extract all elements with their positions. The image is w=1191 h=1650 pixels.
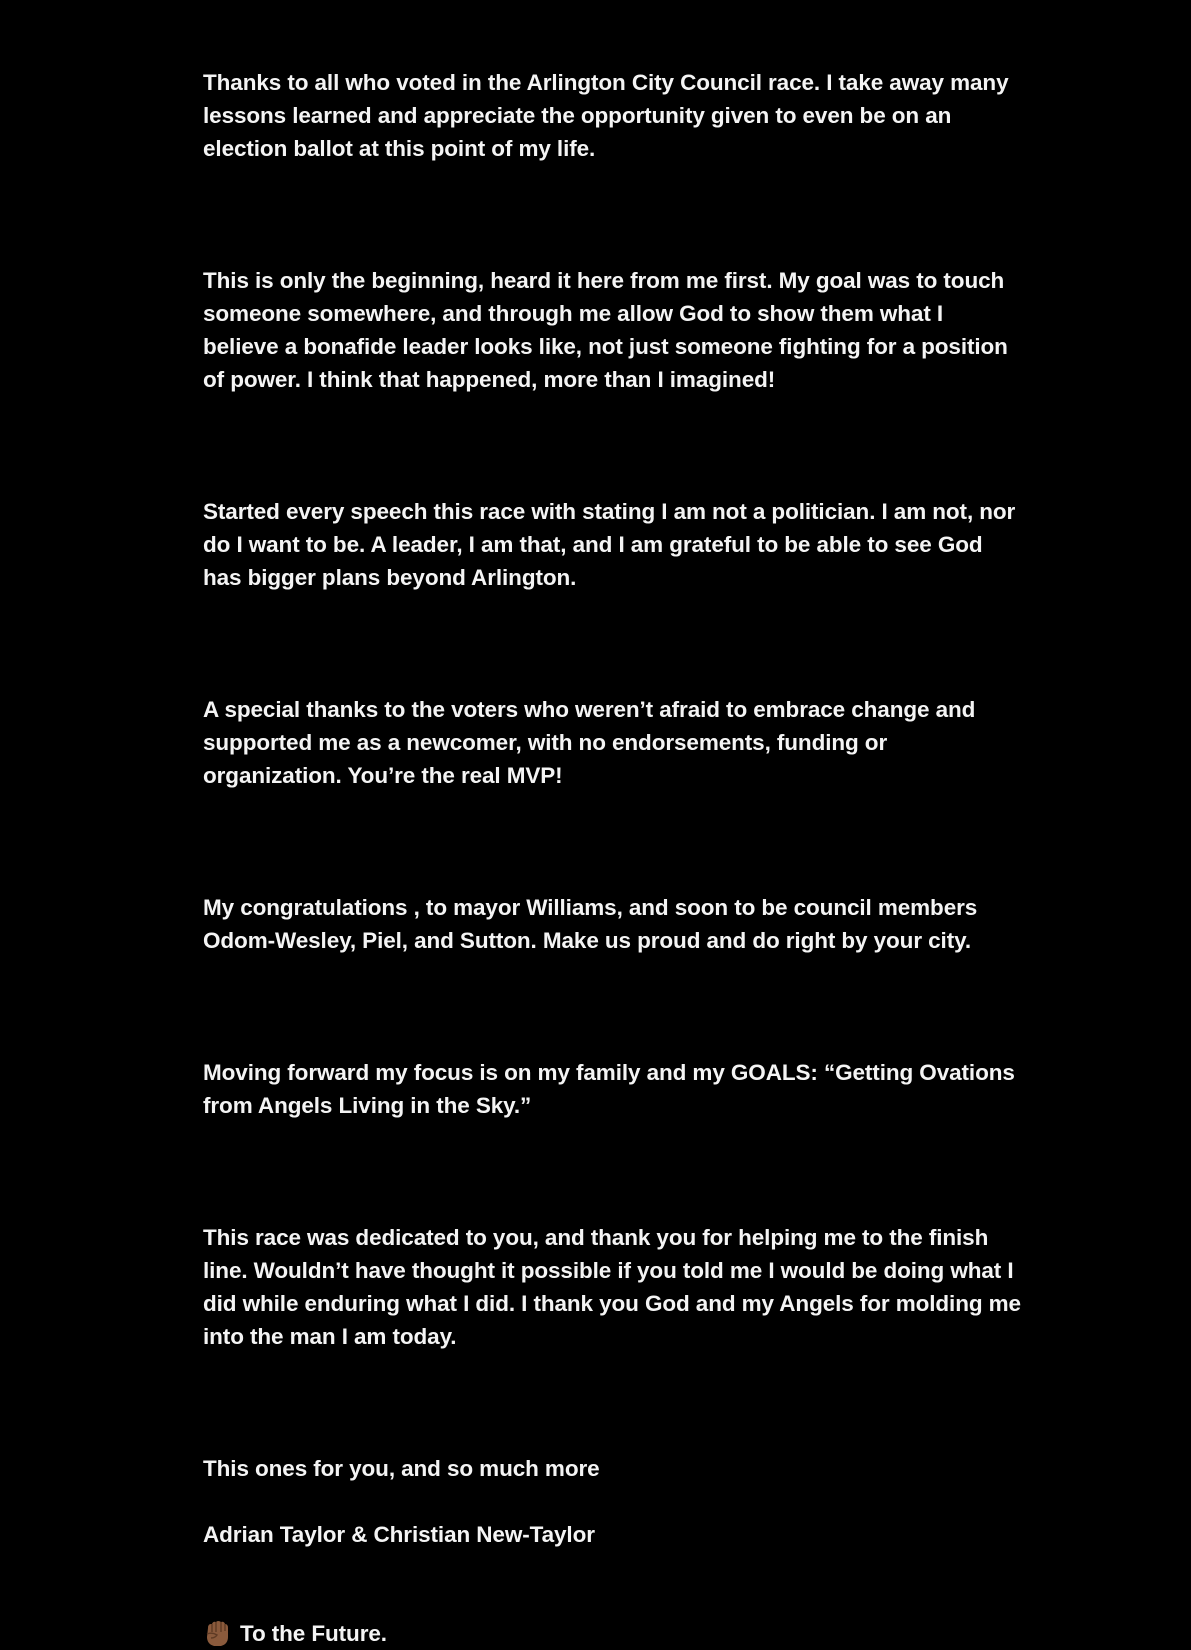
paragraph-text: Moving forward my focus is on my family and my GOALS: “Getting Ovations from Angels Living in the Sky.” — [203, 1060, 1015, 1118]
paragraph-text: Thanks to all who voted in the Arlington City Council race. I take away many lessons learned and appreciate the opportunity given to even be on an election ballot at this point of my life. — [203, 70, 1009, 161]
paragraph-text: This race was dedicated to you, and thank you for helping me to the finish line. Wouldn’t have thought it possible if you told me I would be doing what I did while enduring what I did. I thank you God and my Angels for molding me into the man I am today. — [203, 1225, 1021, 1349]
paragraph-dedication — [203, 1188, 1023, 1386]
paragraph-not-politician — [203, 462, 1023, 627]
signature-block — [203, 1419, 1023, 1584]
closing-line — [203, 1617, 1023, 1650]
closing-text: To the Future. — [240, 1621, 387, 1646]
sign-off-line: This ones for you, and so much more — [203, 1456, 600, 1481]
letter-body — [203, 33, 1023, 1650]
raised-fist-icon — [203, 1619, 230, 1648]
paragraph-thanks-voters — [203, 33, 1023, 198]
paragraph-special-thanks — [203, 660, 1023, 825]
paragraph-text: Started every speech this race with stating I am not a politician. I am not, nor do I want to be. A leader, I am that, and I am grateful to be able to see God has bigger plans beyond Arlington. — [203, 499, 1016, 590]
paragraph-beginning — [203, 231, 1023, 429]
signature-names: Adrian Taylor & Christian New-Taylor — [203, 1522, 595, 1547]
paragraph-text: A special thanks to the voters who weren’t afraid to embrace change and supported me as a newcomer, with no endorsements, funding or organization. You’re the real MVP! — [203, 697, 976, 788]
paragraph-goals — [203, 1023, 1023, 1155]
paragraph-text: My congratulations , to mayor Williams, and soon to be council members Odom-Wesley, Piel, and Sutton. Make us proud and do right by your city. — [203, 895, 978, 953]
paragraph-congratulations — [203, 858, 1023, 990]
paragraph-text: This is only the beginning, heard it here from me first. My goal was to touch someone somewhere, and through me allow God to show them what I believe a bonafide leader looks like, not just someone fighting for a position of power. I think that happened, more than I imagined! — [203, 268, 1008, 392]
